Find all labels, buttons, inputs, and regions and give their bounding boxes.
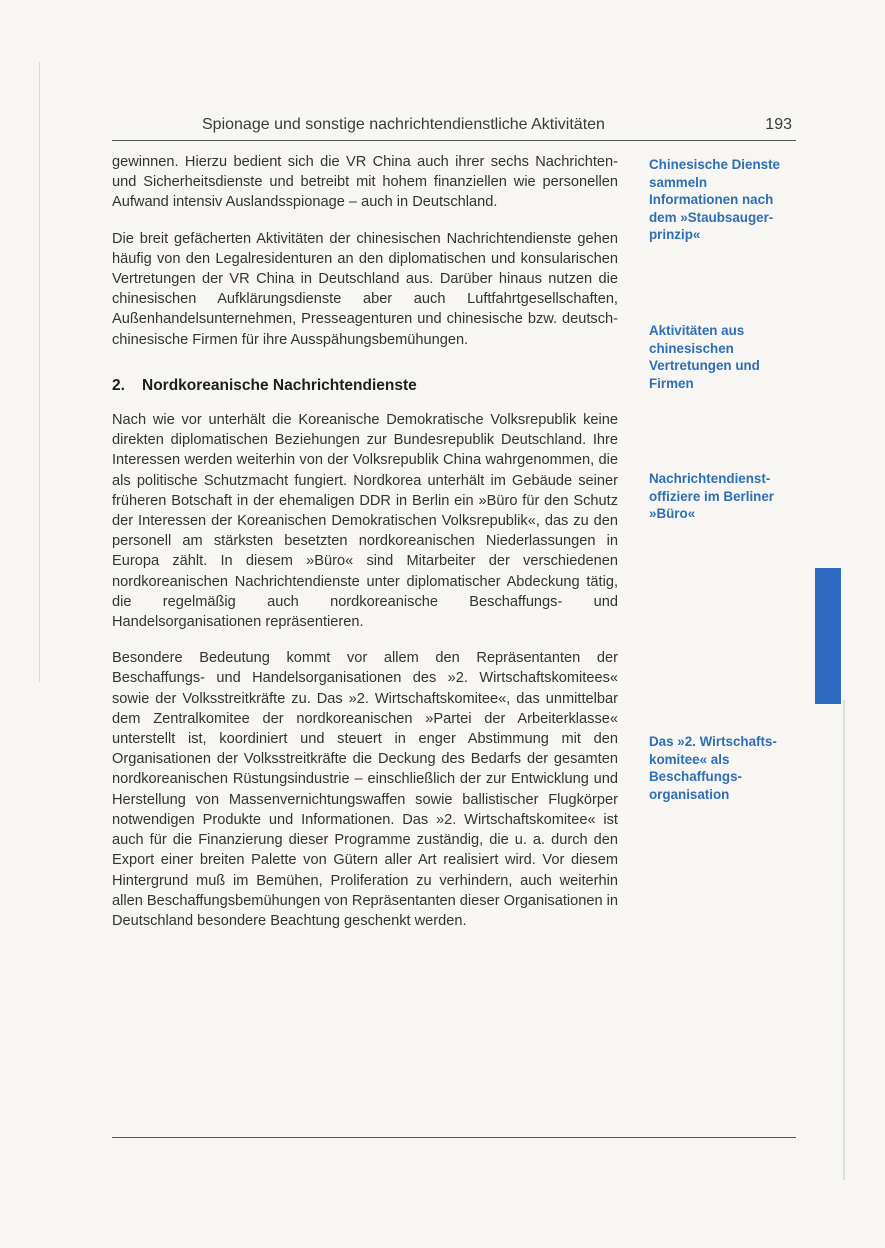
scan-edge-mark bbox=[39, 62, 40, 682]
margin-note: Aktivitäten aus chinesischen Vertretungen und Firmen bbox=[649, 323, 760, 391]
paragraph: Nach wie vor unterhält die Koreanische Demokratische Volksrepublik keine direkten diplomatischen Beziehungen zur Bundesrepublik Deutschland. Ihre Interessen werden weiterhin von der Volksrepublik China wahrgenommen, die als politische Schutzmacht fungiert. Nordkorea unterhält im Gebäude seiner früheren Botschaft in der ehemaligen DDR in Berlin ein »Büro für den Schutz der Interessen der Koreanischen Demokratischen Volksrepublik«, das zu den personell am stärksten besetzten nordkoreanischen Niederlassungen in Europa zählt. In diesem »Büro« sind Mitarbeiter der verschiedenen nordkoreanischen Nachrichtendienste unter diplomatischer Abdeckung tätig, die regelmäßig auch nordkoreanische Beschaffungs- und Handelsorganisationen repräsentieren. bbox=[112, 412, 618, 631]
running-header bbox=[112, 112, 796, 141]
section-heading bbox=[112, 376, 618, 396]
paragraph: Besondere Bedeutung kommt vor allem den Repräsentanten der Beschaffungs- und Handelsorganisationen des »2. Wirtschaftskomitees« sowie der Volksstreitkräfte zu. Das »2. Wirtschaftskomitee«, das unmittelbar dem Zentralkomitee der nordkoreanischen »Partei der Arbeiterklasse« unterstellt ist, koordiniert und steuert in enger Abstimmung mit den Organisationen der Volksstreitkräfte die Deckung des Bedarfs der gesamten nordkoreanischen Rüstungsindustrie – einschließlich der zur Entwicklung und Herstellung von Massenvernichtungswaffen sowie ballistischer Flugkörper notwendigen Produkte und Informationen. Das »2. Wirtschaftskomitee« ist auch für die Finanzierung dieser Programme zuständig, die u. a. durch den Export einer breiten Palette von Gütern aller Art realisiert wird. Vor diesem Hintergrund muß im Bemühen, Proliferation zu verhindern, auch weiterhin allen Beschaffungsbemühungen von Repräsentanten dieser Organisationen in Deutschland besondere Beachtung geschenkt werden. bbox=[112, 650, 618, 929]
page-edge-line bbox=[843, 700, 845, 1180]
section-number: 2. bbox=[112, 376, 125, 394]
paragraph: Die breit gefächerten Aktivitäten der chinesischen Nachrichtendienste gehen häufig von den Legalresidenturen an den diplomatischen und konsularischen Vertretungen der VR China in Deutschland aus. Darüber hinaus nutzen die chinesischen Aufklärungsdienste aber auch Luftfahrtgesellschaften, Außenhandelsunternehmen, Presseagenturen und chinesische bzw. deutsch-chinesische Firmen für ihre Ausspähungsbemühungen. bbox=[112, 230, 618, 348]
main-text bbox=[112, 152, 618, 947]
section-title: Nordkoreanische Nachrichtendienste bbox=[142, 376, 417, 394]
margin-note: Nachrichtendienst-offiziere im Berliner »Büro« bbox=[649, 471, 775, 521]
margin-note: Chinesische Dienste sammeln Informationen nach dem »Staubsauger-prinzip« bbox=[649, 157, 780, 242]
paragraph: gewinnen. Hierzu bedient sich die VR China auch ihrer sechs Nachrichten- und Sicherheitsdienste und betreibt mit hohem finanziellen wie personellen Aufwand intensiv Auslandsspionage – auch in Deutschland. bbox=[112, 154, 618, 211]
page-number: 193 bbox=[765, 116, 792, 133]
chapter-tab-marker bbox=[815, 568, 841, 704]
header-title: Spionage und sonstige nachrichtendienstliche Aktivitäten bbox=[202, 116, 605, 133]
footer-rule bbox=[112, 1137, 796, 1138]
margin-note: Das »2. Wirtschafts-komitee« als Beschaffungs-organisation bbox=[649, 734, 777, 802]
